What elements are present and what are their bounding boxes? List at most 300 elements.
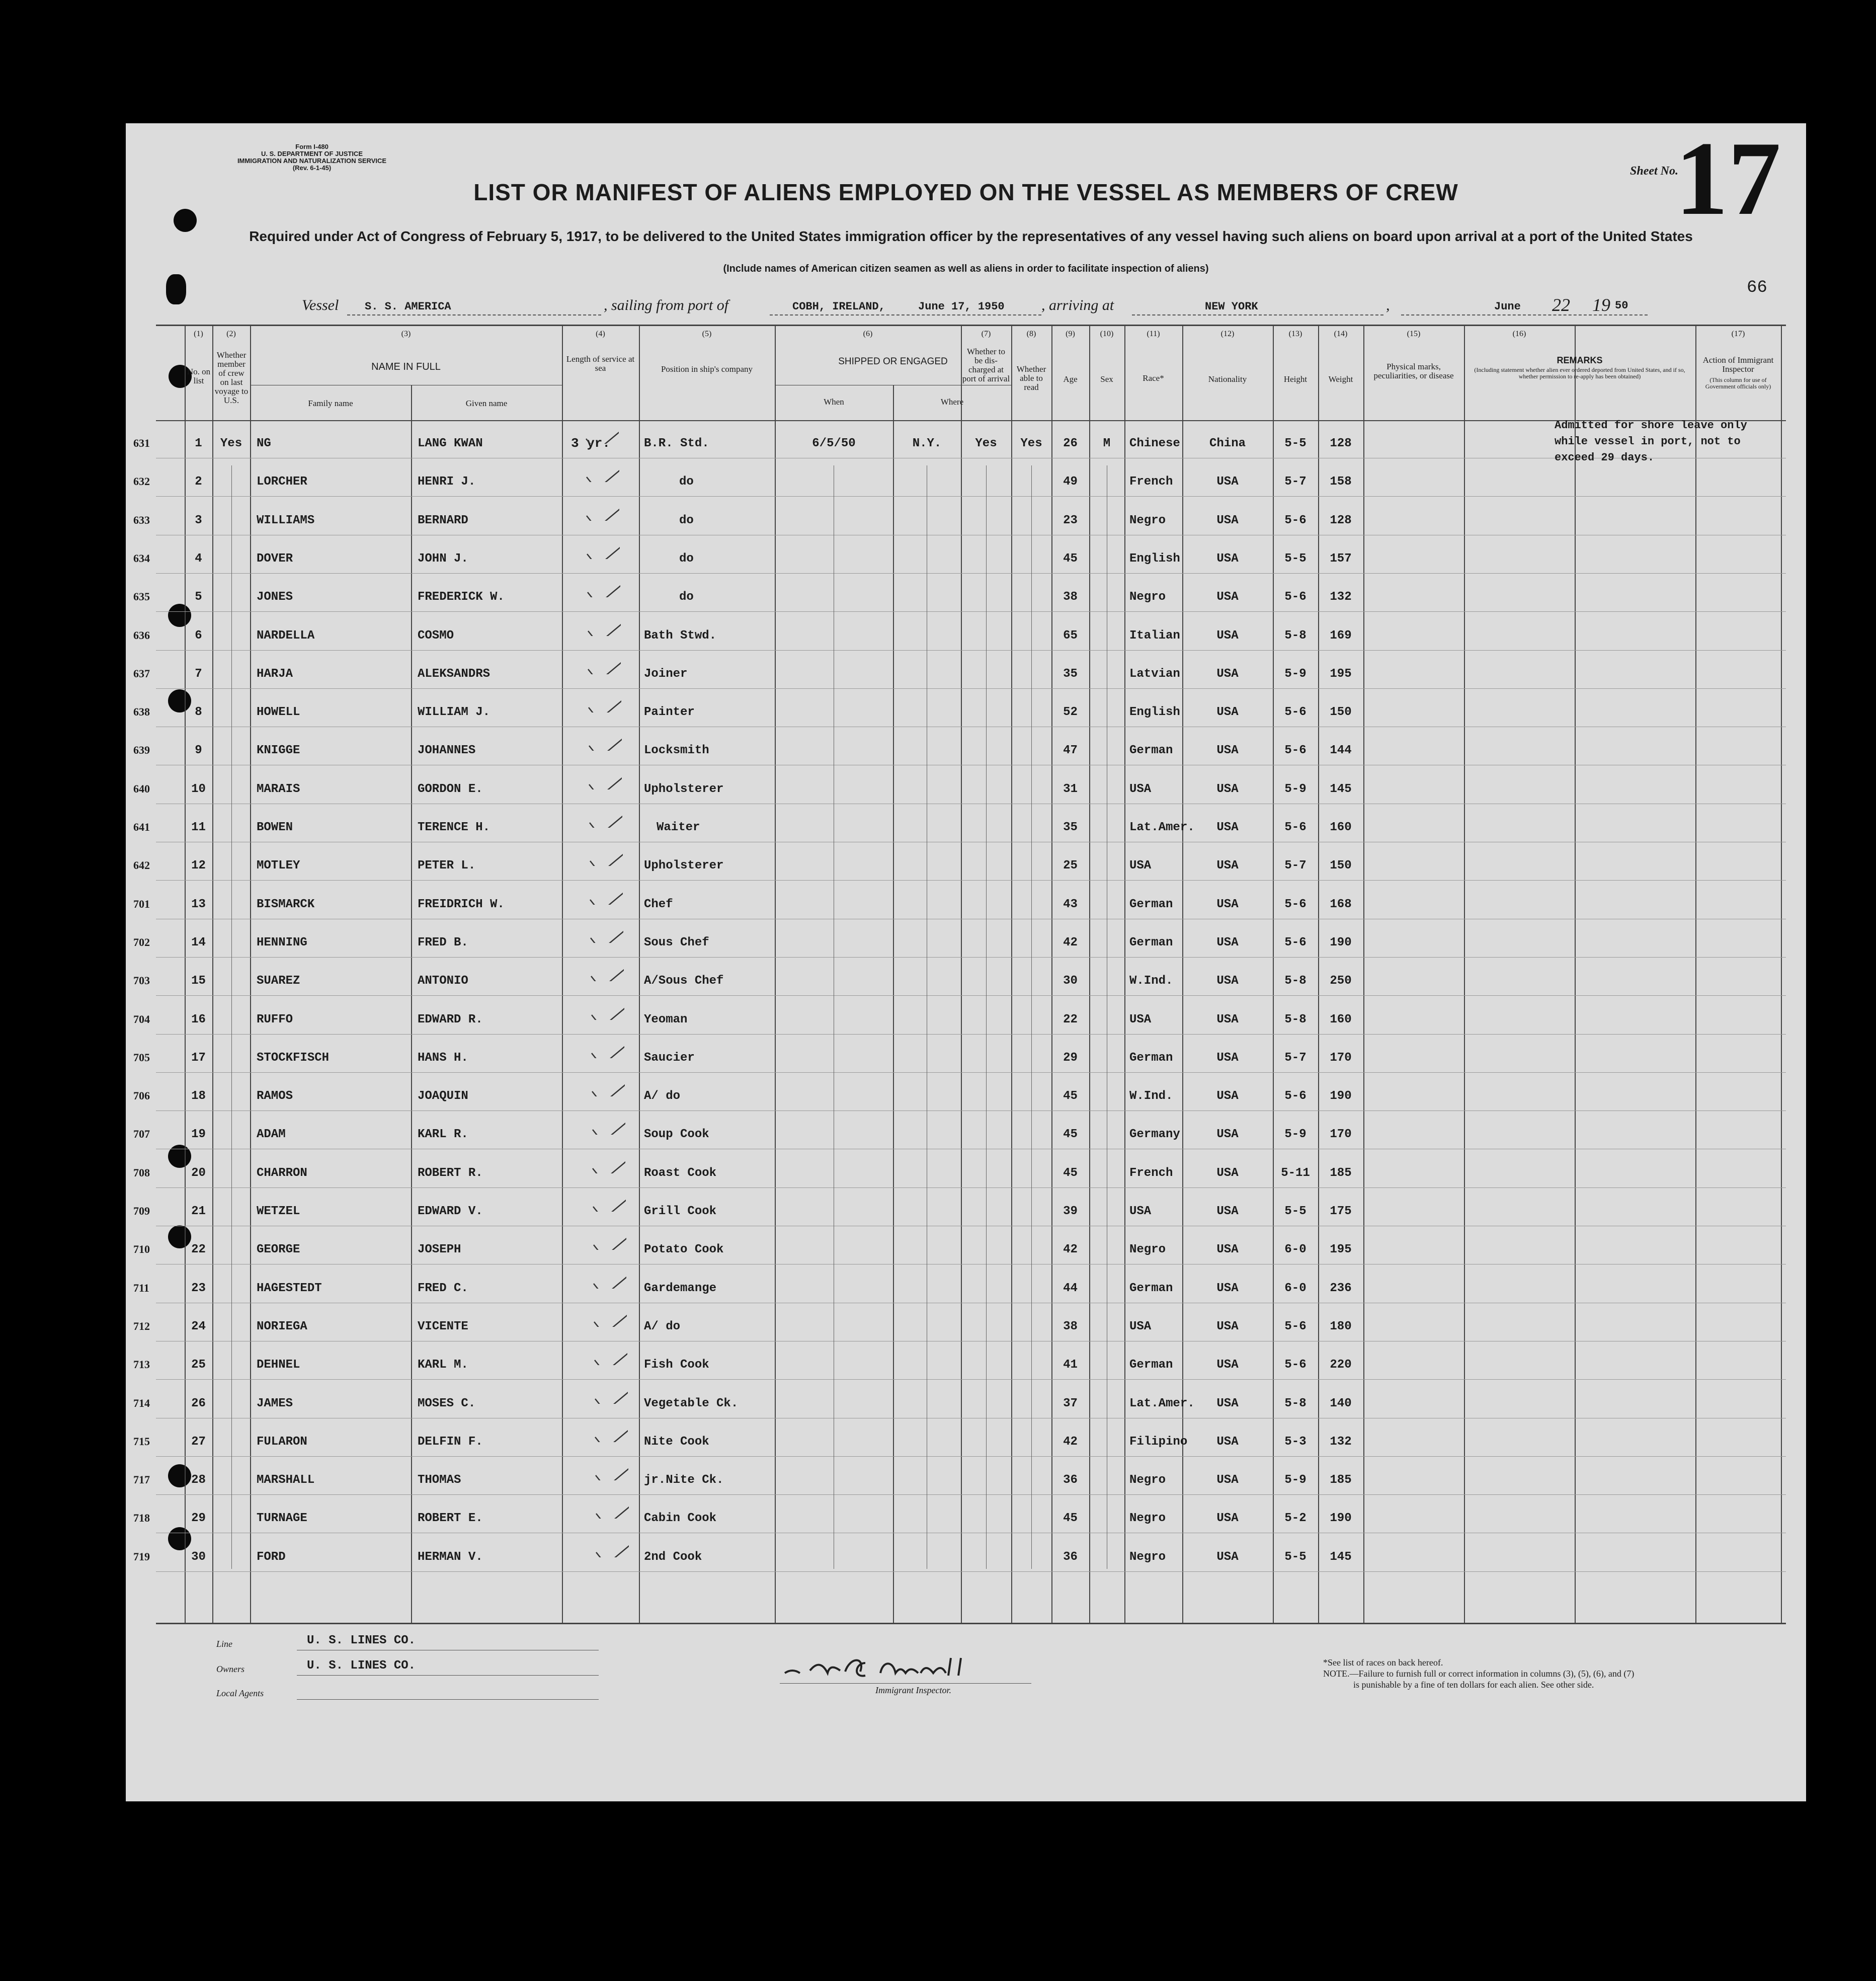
colnum-9: (9) bbox=[1066, 330, 1075, 338]
check-mark bbox=[586, 654, 621, 674]
cell-given: MOSES C. bbox=[418, 1396, 476, 1410]
header-no: No. on list bbox=[187, 367, 211, 385]
cell-race: Negro bbox=[1129, 1473, 1166, 1487]
row-margin-number: 642 bbox=[133, 859, 150, 872]
cell-weight: 220 bbox=[1330, 1358, 1352, 1372]
cell-height: 5-8 bbox=[1284, 974, 1307, 988]
cell-height: 5-5 bbox=[1284, 551, 1307, 566]
colnum-15: (15) bbox=[1407, 330, 1421, 338]
row-rule bbox=[156, 1456, 1786, 1457]
cell-age: 22 bbox=[1063, 1012, 1078, 1026]
cell-family: GEORGE bbox=[257, 1243, 300, 1257]
cell-position: Saucier bbox=[644, 1051, 695, 1065]
cell-height: 5-6 bbox=[1284, 705, 1307, 720]
header-position: Position in ship's company bbox=[661, 364, 753, 374]
cell-race: Negro bbox=[1129, 1243, 1166, 1257]
cell-given: FRED C. bbox=[418, 1281, 468, 1295]
cell-family: CHARRON bbox=[257, 1166, 307, 1180]
cell-no: 19 bbox=[191, 1128, 206, 1142]
colnum-4: (4) bbox=[596, 330, 605, 338]
cell-position: Grill Cook bbox=[644, 1205, 717, 1218]
check-mark bbox=[587, 769, 622, 789]
cell-given: ROBERT R. bbox=[418, 1166, 483, 1180]
shore-leave-remark bbox=[1555, 418, 1816, 466]
cell-position: Cabin Cook bbox=[644, 1512, 717, 1526]
cell-age: 36 bbox=[1063, 1473, 1078, 1487]
cell-no: 20 bbox=[191, 1166, 206, 1180]
cell-family: JONES bbox=[257, 590, 293, 604]
cell-family: WILLIAMS bbox=[257, 513, 315, 527]
cell-weight: 140 bbox=[1330, 1396, 1352, 1410]
cell-nationality: USA bbox=[1216, 1358, 1239, 1372]
cell-no: 28 bbox=[191, 1473, 206, 1487]
header-family-name: Family name bbox=[308, 399, 353, 408]
cell-race: USA bbox=[1129, 782, 1152, 796]
cell-family: KNIGGE bbox=[257, 744, 300, 758]
cell-no: 17 bbox=[191, 1051, 206, 1065]
check-mark bbox=[590, 1115, 625, 1135]
check-mark bbox=[592, 1307, 627, 1327]
cell-height: 5-6 bbox=[1284, 1319, 1307, 1333]
arrival-day: 22 bbox=[1552, 295, 1570, 315]
cell-age: 39 bbox=[1063, 1205, 1078, 1218]
row-rule bbox=[156, 1187, 1786, 1188]
row-rule bbox=[156, 650, 1786, 651]
cell-race: French bbox=[1129, 475, 1173, 489]
header-length-service: Length of service at sea bbox=[566, 354, 635, 373]
signature-caption: Immigrant Inspector. bbox=[875, 1685, 951, 1695]
cell-prev: Yes bbox=[220, 437, 242, 450]
check-mark bbox=[588, 923, 623, 943]
cell-age: 31 bbox=[1063, 782, 1078, 796]
check-mark bbox=[588, 885, 623, 905]
cell-height: 5-8 bbox=[1284, 1396, 1307, 1410]
departure-port: COBH, IRELAND, bbox=[792, 300, 885, 313]
agents-label: Local Agents bbox=[216, 1688, 264, 1698]
sailing-label: , sailing from port of bbox=[604, 297, 729, 313]
cell-age: 35 bbox=[1063, 821, 1078, 834]
owners-value: U. S. LINES CO. bbox=[307, 1659, 416, 1673]
cell-when: 6/5/50 bbox=[812, 437, 856, 450]
form-revision: (Rev. 6-1-45) bbox=[292, 164, 332, 172]
cell-family: BOWEN bbox=[257, 821, 293, 834]
row-margin-number: 639 bbox=[133, 744, 150, 757]
cell-height: 5-6 bbox=[1284, 821, 1307, 834]
row-margin-number: 637 bbox=[133, 667, 150, 680]
cell-given: HENRI J. bbox=[418, 475, 476, 489]
colnum-16: (16) bbox=[1512, 330, 1526, 338]
cell-family: HENNING bbox=[257, 935, 307, 949]
cell-given: HERMAN V. bbox=[418, 1550, 483, 1564]
row-rule bbox=[156, 688, 1786, 689]
cell-race: Negro bbox=[1129, 590, 1166, 604]
row-rule bbox=[156, 880, 1786, 881]
row-margin-number: 703 bbox=[133, 974, 150, 987]
cell-age: 30 bbox=[1063, 974, 1078, 988]
cell-family: RAMOS bbox=[257, 1089, 293, 1103]
cell-no: 4 bbox=[195, 551, 202, 566]
cell-age: 45 bbox=[1063, 1128, 1078, 1142]
cell-age: 44 bbox=[1063, 1281, 1078, 1295]
sheet-label: Sheet No. bbox=[1630, 165, 1678, 178]
cell-height: 5-6 bbox=[1284, 897, 1307, 911]
cell-race: Filipino bbox=[1129, 1435, 1188, 1449]
check-mark bbox=[594, 1537, 629, 1557]
cell-height: 5-9 bbox=[1284, 1473, 1307, 1487]
colnum-13: (13) bbox=[1288, 330, 1302, 338]
header-height: Height bbox=[1283, 374, 1308, 384]
check-mark bbox=[585, 539, 620, 559]
cell-race: USA bbox=[1129, 1319, 1152, 1333]
cell-given: JOSEPH bbox=[418, 1243, 461, 1257]
cell-given: DELFIN F. bbox=[418, 1435, 483, 1449]
requirement-text: Required under Act of Congress of February 5, 1917, to be delivered to the United States immigration officer by the representatives of any vessel having such aliens on board upon arrival at a port of the United States bbox=[249, 228, 1693, 244]
row-margin-number: 634 bbox=[133, 551, 150, 565]
cell-race: W.Ind. bbox=[1129, 1089, 1173, 1103]
cell-nationality: USA bbox=[1216, 1089, 1239, 1103]
cell-given: FREIDRICH W. bbox=[418, 897, 505, 911]
cell-race: Negro bbox=[1129, 1550, 1166, 1564]
check-mark bbox=[584, 462, 619, 482]
row-margin-number: 640 bbox=[133, 782, 150, 795]
row-margin-number: 702 bbox=[133, 935, 150, 948]
row-rule bbox=[156, 573, 1786, 574]
cell-no: 26 bbox=[191, 1396, 206, 1410]
cell-given: KARL R. bbox=[418, 1128, 468, 1142]
cell-race: USA bbox=[1129, 859, 1152, 873]
ditto-line bbox=[231, 465, 232, 1569]
remark-line: Admitted for shore leave only bbox=[1555, 419, 1747, 432]
cell-position: Yeoman bbox=[644, 1012, 688, 1026]
cell-family: TURNAGE bbox=[257, 1512, 307, 1526]
cell-no: 25 bbox=[191, 1358, 206, 1372]
note-line-2: is punishable by a fine of ten dollars for each alien. See other side. bbox=[1353, 1680, 1594, 1690]
row-margin-number: 638 bbox=[133, 705, 150, 719]
punch-hole bbox=[174, 209, 197, 232]
cell-height: 5-2 bbox=[1284, 1512, 1307, 1526]
cell-age: 36 bbox=[1063, 1550, 1078, 1564]
cell-nationality: USA bbox=[1216, 1012, 1239, 1026]
check-mark bbox=[586, 616, 621, 636]
check-mark bbox=[594, 1498, 629, 1519]
check-mark bbox=[591, 1269, 626, 1289]
cell-family: DOVER bbox=[257, 551, 293, 566]
row-margin-number: 713 bbox=[133, 1358, 150, 1371]
table-bottom-rule bbox=[156, 1623, 1786, 1624]
cell-family: NORIEGA bbox=[257, 1319, 307, 1333]
cell-weight: 158 bbox=[1330, 475, 1352, 489]
cell-nationality: USA bbox=[1216, 667, 1239, 681]
cell-given: ALEKSANDRS bbox=[418, 667, 491, 681]
cell-nationality: China bbox=[1209, 437, 1246, 450]
cell-age: 52 bbox=[1063, 705, 1078, 720]
cell-race: English bbox=[1129, 705, 1180, 720]
cell-length: 3 yr. bbox=[571, 436, 611, 451]
header-read: Whether able to read bbox=[1016, 364, 1046, 392]
row-margin-number: 633 bbox=[133, 513, 150, 526]
row-margin-number: 709 bbox=[133, 1205, 150, 1217]
cell-height: 5-5 bbox=[1284, 437, 1307, 450]
cell-position: Upholsterer bbox=[644, 782, 724, 796]
row-margin-number: 701 bbox=[133, 897, 150, 910]
cell-age: 42 bbox=[1063, 935, 1078, 949]
cell-position: Gardemange bbox=[644, 1281, 717, 1295]
cell-age: 41 bbox=[1063, 1358, 1078, 1372]
header-sex: Sex bbox=[1100, 374, 1113, 384]
cell-discharged: Yes bbox=[975, 437, 997, 450]
colnum-5: (5) bbox=[702, 330, 712, 338]
cell-age: 42 bbox=[1063, 1243, 1078, 1257]
cell-given: FRED B. bbox=[418, 935, 468, 949]
cell-family: BISMARCK bbox=[257, 897, 315, 911]
cell-height: 5-6 bbox=[1284, 590, 1307, 604]
cell-family: RUFFO bbox=[257, 1012, 293, 1026]
cell-no: 10 bbox=[191, 782, 206, 796]
cell-given: EDWARD R. bbox=[418, 1012, 483, 1026]
cell-family: LORCHER bbox=[257, 475, 307, 489]
row-margin-number: 715 bbox=[133, 1435, 150, 1448]
cell-nationality: USA bbox=[1216, 1435, 1239, 1449]
row-margin-number: 711 bbox=[133, 1281, 149, 1294]
cell-family: HARJA bbox=[257, 667, 293, 681]
cell-age: 45 bbox=[1063, 551, 1078, 566]
arrival-year-prefix: 19 bbox=[1592, 295, 1610, 315]
row-margin-number: 712 bbox=[133, 1319, 150, 1332]
cell-weight: 170 bbox=[1330, 1128, 1352, 1142]
include-note: (Include names of American citizen seamen as well as aliens in order to facilitate inspection of aliens) bbox=[723, 263, 1209, 274]
cell-nationality: USA bbox=[1216, 782, 1239, 796]
row-margin-number: 706 bbox=[133, 1089, 150, 1102]
cell-position: B.R. Std. bbox=[644, 437, 709, 450]
cell-height: 5-8 bbox=[1284, 1012, 1307, 1026]
cell-no: 13 bbox=[191, 897, 206, 911]
cell-given: EDWARD V. bbox=[418, 1205, 483, 1218]
cell-position: Vegetable Ck. bbox=[644, 1396, 739, 1410]
cell-nationality: USA bbox=[1216, 590, 1239, 604]
arrival-year-suffix: 50 bbox=[1615, 299, 1628, 312]
crew-table bbox=[133, 325, 1786, 1623]
check-mark bbox=[589, 961, 624, 981]
cell-weight: 190 bbox=[1330, 1089, 1352, 1103]
cell-nationality: USA bbox=[1216, 628, 1239, 643]
cell-weight: 185 bbox=[1330, 1166, 1352, 1180]
header-action: Action of Immigrant Inspector bbox=[1702, 355, 1774, 374]
cell-family: MARSHALL bbox=[257, 1473, 315, 1487]
row-rule bbox=[156, 611, 1786, 612]
cell-age: 37 bbox=[1063, 1396, 1078, 1410]
colnum-7: (7) bbox=[981, 330, 991, 338]
cell-race: German bbox=[1129, 1281, 1173, 1295]
row-margin-number: 632 bbox=[133, 475, 150, 488]
inspector-signature bbox=[780, 1650, 1011, 1686]
arrival-port: NEW YORK bbox=[1205, 300, 1258, 313]
cell-read: Yes bbox=[1020, 437, 1042, 450]
cell-race: Italian bbox=[1129, 628, 1180, 643]
form-dept: U. S. DEPARTMENT OF JUSTICE bbox=[261, 150, 363, 157]
cell-race: German bbox=[1129, 897, 1173, 911]
check-mark bbox=[586, 692, 621, 712]
cell-weight: 160 bbox=[1330, 1012, 1352, 1026]
cell-race: German bbox=[1129, 1051, 1173, 1065]
cell-no: 9 bbox=[195, 744, 202, 758]
cell-position: Roast Cook bbox=[644, 1166, 717, 1180]
cell-position: do bbox=[679, 475, 694, 489]
cell-age: 45 bbox=[1063, 1166, 1078, 1180]
cell-position: Painter bbox=[644, 705, 695, 720]
form-service: IMMIGRATION AND NATURALIZATION SERVICE bbox=[237, 157, 387, 165]
cell-position: jr.Nite Ck. bbox=[644, 1473, 724, 1487]
cell-nationality: USA bbox=[1216, 1128, 1239, 1142]
check-mark bbox=[587, 731, 622, 751]
cell-nationality: USA bbox=[1216, 1550, 1239, 1564]
cell-no: 15 bbox=[191, 974, 206, 988]
cell-weight: 185 bbox=[1330, 1473, 1352, 1487]
header-physical: Physical marks, peculiarities, or disease bbox=[1373, 362, 1454, 380]
cell-height: 6-0 bbox=[1284, 1281, 1307, 1295]
cell-race: USA bbox=[1129, 1012, 1152, 1026]
row-margin-number: 714 bbox=[133, 1396, 150, 1409]
cell-family: HAGESTEDT bbox=[257, 1281, 322, 1295]
cell-position: Bath Stwd. bbox=[644, 628, 717, 643]
cell-nationality: USA bbox=[1216, 859, 1239, 873]
header-weight: Weight bbox=[1328, 374, 1353, 384]
colnum-11: (11) bbox=[1147, 330, 1160, 338]
arrival-date-underline bbox=[1401, 314, 1648, 315]
cell-family: FORD bbox=[257, 1550, 286, 1564]
cell-weight: 160 bbox=[1330, 821, 1352, 834]
cell-nationality: USA bbox=[1216, 1281, 1239, 1295]
owners-label: Owners bbox=[216, 1664, 245, 1674]
remark-line: while vessel in port, not to bbox=[1555, 435, 1741, 448]
cell-weight: 250 bbox=[1330, 974, 1352, 988]
cell-no: 7 bbox=[195, 667, 202, 681]
row-margin-number: 636 bbox=[133, 628, 150, 642]
cell-height: 5-5 bbox=[1284, 1550, 1307, 1564]
cell-given: HANS H. bbox=[418, 1051, 468, 1065]
row-rule bbox=[156, 995, 1786, 996]
colnum-12: (12) bbox=[1220, 330, 1235, 338]
check-mark bbox=[587, 808, 622, 828]
row-rule bbox=[156, 957, 1786, 958]
cell-no: 5 bbox=[195, 590, 202, 604]
cell-race: German bbox=[1129, 1358, 1173, 1372]
cell-race: USA bbox=[1129, 1205, 1152, 1218]
check-mark bbox=[588, 846, 623, 866]
cell-race: Lat.Amer. bbox=[1129, 821, 1195, 834]
cell-height: 5-6 bbox=[1284, 744, 1307, 758]
cell-weight: 190 bbox=[1330, 935, 1352, 949]
cell-weight: 170 bbox=[1330, 1051, 1352, 1065]
row-rule bbox=[156, 1571, 1786, 1572]
vessel-underline bbox=[347, 314, 601, 315]
cell-age: 43 bbox=[1063, 897, 1078, 911]
cell-nationality: USA bbox=[1216, 513, 1239, 527]
race-note: *See list of races on back hereof. bbox=[1323, 1657, 1443, 1668]
sail-date: June 17, 1950 bbox=[918, 300, 1005, 313]
colnum-14: (14) bbox=[1334, 330, 1348, 338]
row-rule bbox=[156, 496, 1786, 497]
cell-no: 1 bbox=[195, 437, 202, 450]
cell-given: VICENTE bbox=[418, 1319, 468, 1333]
sheet-number: 17 bbox=[1675, 120, 1781, 237]
cell-no: 27 bbox=[191, 1435, 206, 1449]
cell-age: 38 bbox=[1063, 1319, 1078, 1333]
cell-race: German bbox=[1129, 935, 1173, 949]
cell-given: JOHN J. bbox=[418, 551, 468, 566]
cell-given: TERENCE H. bbox=[418, 821, 491, 834]
cell-nationality: USA bbox=[1216, 744, 1239, 758]
colnum-3: (3) bbox=[401, 330, 411, 338]
cell-no: 22 bbox=[191, 1243, 206, 1257]
cell-age: 26 bbox=[1063, 437, 1078, 450]
cell-height: 5-6 bbox=[1284, 935, 1307, 949]
vessel-name: S. S. AMERICA bbox=[365, 300, 451, 313]
cell-position: Locksmith bbox=[644, 744, 709, 758]
check-mark bbox=[591, 1192, 626, 1212]
cell-position: do bbox=[679, 513, 694, 527]
cell-no: 24 bbox=[191, 1319, 206, 1333]
cell-weight: 150 bbox=[1330, 859, 1352, 873]
line-value: U. S. LINES CO. bbox=[307, 1634, 416, 1647]
cell-age: 25 bbox=[1063, 859, 1078, 873]
header-remarks-sub: (Including statement whether alien ever ordered deported from United States, and if so, whether permission to re-apply has been obtained) bbox=[1474, 366, 1685, 380]
cell-weight: 195 bbox=[1330, 667, 1352, 681]
cell-family: ADAM bbox=[257, 1128, 286, 1142]
row-rule bbox=[156, 1494, 1786, 1495]
cell-race: Negro bbox=[1129, 513, 1166, 527]
cell-no: 18 bbox=[191, 1089, 206, 1103]
cell-nationality: USA bbox=[1216, 1166, 1239, 1180]
cell-position: Nite Cook bbox=[644, 1435, 709, 1449]
cell-position: Sous Chef bbox=[644, 935, 709, 949]
cell-position: A/ do bbox=[644, 1089, 681, 1103]
punch-hole bbox=[166, 274, 186, 304]
cell-weight: 132 bbox=[1330, 590, 1352, 604]
cell-weight: 144 bbox=[1330, 744, 1352, 758]
cell-given: GORDON E. bbox=[418, 782, 483, 796]
cell-weight: 128 bbox=[1330, 437, 1352, 450]
cell-nationality: USA bbox=[1216, 1512, 1239, 1526]
cell-nationality: USA bbox=[1216, 1243, 1239, 1257]
cell-given: WILLIAM J. bbox=[418, 705, 491, 720]
table-top-rule bbox=[156, 325, 1786, 326]
cell-nationality: USA bbox=[1216, 1051, 1239, 1065]
cell-position: A/Sous Chef bbox=[644, 974, 724, 988]
cell-position: Upholsterer bbox=[644, 859, 724, 873]
cell-sex: M bbox=[1103, 437, 1111, 450]
check-mark bbox=[584, 424, 619, 444]
cell-position: A/ do bbox=[644, 1319, 681, 1333]
header-prev-voyage: Whether member of crew on last voyage to U.S. bbox=[214, 350, 249, 405]
row-margin-number: 705 bbox=[133, 1051, 150, 1064]
cell-height: 5-9 bbox=[1284, 1128, 1307, 1142]
check-mark bbox=[589, 1000, 624, 1020]
cell-weight: 180 bbox=[1330, 1319, 1352, 1333]
cell-position: Joiner bbox=[644, 667, 688, 681]
ditto-line bbox=[1031, 465, 1032, 1569]
cell-no: 21 bbox=[191, 1205, 206, 1218]
row-rule bbox=[156, 1379, 1786, 1380]
cell-height: 5-5 bbox=[1284, 1205, 1307, 1218]
cell-nationality: USA bbox=[1216, 1319, 1239, 1333]
check-mark bbox=[590, 1153, 625, 1173]
remark-line: exceed 29 days. bbox=[1555, 451, 1655, 464]
arriving-label: , arriving at bbox=[1041, 297, 1114, 313]
colnum-8: (8) bbox=[1026, 330, 1036, 338]
cell-height: 5-3 bbox=[1284, 1435, 1307, 1449]
cell-height: 5-8 bbox=[1284, 628, 1307, 643]
ditto-line bbox=[986, 465, 987, 1569]
